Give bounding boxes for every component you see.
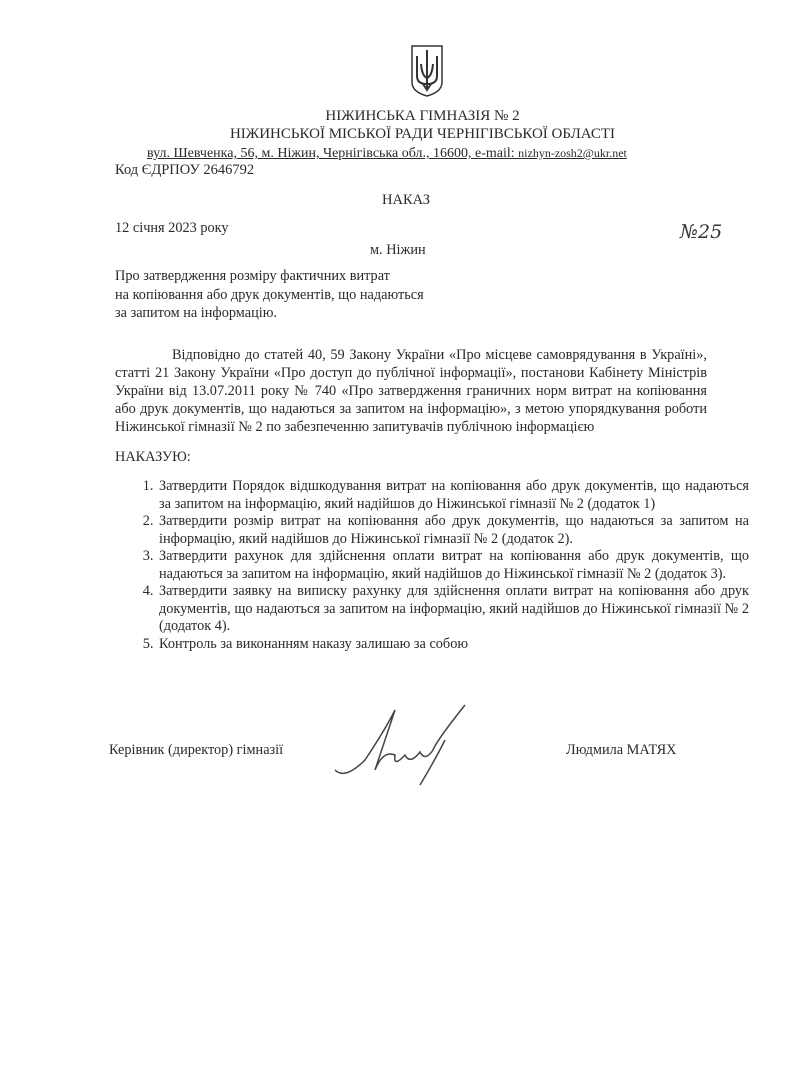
doc-type: НАКАЗ bbox=[382, 192, 430, 208]
order-item: 2. Затвердити розмір витрат на копіювання або друк документів, що надаються за запитом на інформацію, який надійшов до Ніжинської гімназії № 2 (додаток 2). bbox=[157, 513, 749, 548]
order-word: НАКАЗУЮ: bbox=[115, 449, 191, 465]
order-city: м. Ніжин bbox=[370, 242, 426, 258]
coat-of-arms-icon bbox=[410, 44, 444, 98]
order-date: 12 січня 2023 року bbox=[115, 220, 229, 236]
order-item: 1. Затвердити Порядок відшкодування витрат на копіювання або друк документів, що надаються за запитом на інформацію, який надійшов до Ніжинської гімназії № 2 (додаток 1) bbox=[157, 478, 749, 513]
order-item: 3. Затвердити рахунок для здійснення оплати витрат на копіювання або друк документів, що надаються за запитом на інформацію, який надійшов до Ніжинської гімназії № 2 (додаток 3). bbox=[157, 548, 749, 583]
signature-image bbox=[325, 700, 475, 790]
order-subject bbox=[115, 267, 424, 323]
council-name: НІЖИНСЬКОЇ МІСЬКОЇ РАДИ ЧЕРНІГІВСЬКОЇ ОБЛАСТІ bbox=[229, 126, 616, 142]
order-items bbox=[115, 478, 749, 653]
order-item: 5. Контроль за виконанням наказу залишаю за собою bbox=[157, 636, 749, 654]
preamble: Відповідно до статей 40, 59 Закону України «Про місцеве самоврядування в Україні», статті 21 Закону України «Про доступ до публічної інформації», постанови Кабінету Міністрів України від 13.07.2011 року № 740 «Про затвердження граничних норм витрат на копіювання або друк документів, що надаються за запитом на інформацію», з метою упорядкування роботи Ніжинської гімназії № 2 по забезпеченню запитувачів публічною інформацією bbox=[115, 347, 707, 435]
address bbox=[147, 145, 627, 163]
signer-name: Людмила МАТЯХ bbox=[566, 742, 677, 758]
subject-line: на копіювання або друк документів, що надаються bbox=[115, 286, 424, 303]
subject-line: Про затвердження розміру фактичних витрат bbox=[115, 268, 390, 284]
school-name: НІЖИНСЬКА ГІМНАЗІЯ № 2 bbox=[325, 108, 520, 124]
address-text: вул. Шевченка, 56, м. Ніжин, Чернігівська обл., 16600, e-mail: bbox=[147, 146, 519, 161]
order-item: 4. Затвердити заявку на виписку рахунку для здійснення оплати витрат на копіювання або друк документів, що надаються за запитом на інформацію, який надійшов до Ніжинської гімназії № 2 (додаток 4). bbox=[157, 583, 749, 636]
order-number: №25 bbox=[680, 221, 723, 243]
subject-line: за запитом на інформацію. bbox=[115, 305, 277, 321]
edrpou-code: Код ЄДРПОУ 2646792 bbox=[115, 162, 255, 178]
email: nizhyn-zosh2@ukr.net bbox=[518, 146, 627, 160]
signer-position: Керівник (директор) гімназії bbox=[109, 742, 284, 758]
